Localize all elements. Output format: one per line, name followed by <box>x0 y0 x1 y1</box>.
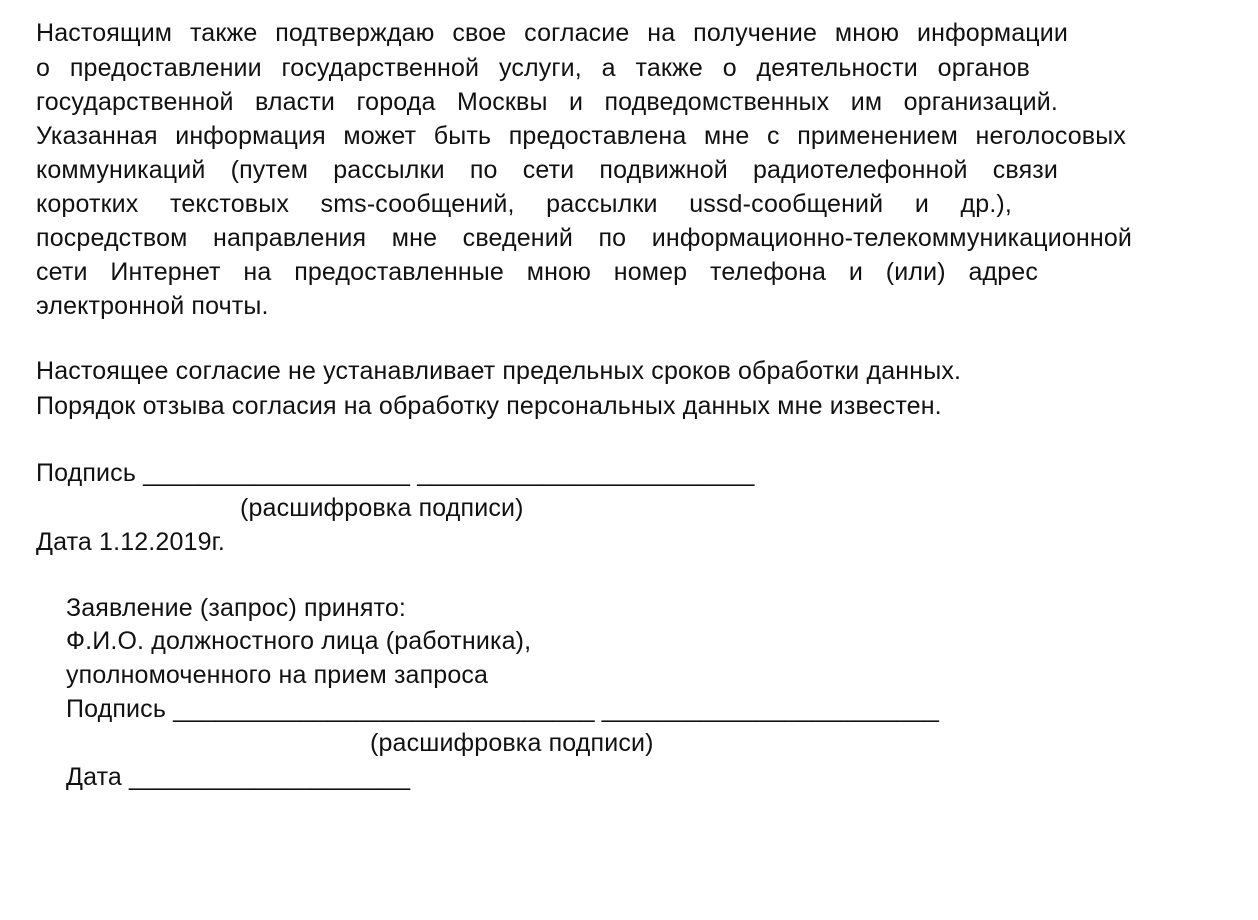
terms-line-2: Порядок отзыва согласия на обработку персональных данных мне известен. <box>36 392 942 420</box>
consent-line-1: Настоящим также подтверждаю свое согласие на получение мною информации <box>36 19 1068 47</box>
consent-line-9: электронной почты. <box>36 292 269 320</box>
applicant-date-line: Дата 1.12.2019г. <box>36 528 225 556</box>
applicant-decoding-label: (расшифровка подписи) <box>240 494 524 522</box>
official-authorized-label: уполномоченного на прием запроса <box>66 661 489 689</box>
official-accepted-label: Заявление (запрос) принято: <box>66 594 406 622</box>
consent-line-2: о предоставлении государственной услуги, а также о деятельности органов <box>36 54 1030 82</box>
consent-line-7: посредством направления мне сведений по информационно-телекоммуникационной <box>36 224 1132 252</box>
applicant-signature-line: Подпись ___________________ ________________________ <box>36 459 755 487</box>
consent-line-3: государственной власти города Москвы и подведомственных им организаций. <box>36 88 1058 116</box>
consent-line-5: коммуникаций (путем рассылки по сети подвижной радиотелефонной связи <box>36 156 1058 184</box>
official-signature-line: Подпись ______________________________ ________________________ <box>66 695 940 723</box>
official-decoding-label: (расшифровка подписи) <box>370 729 654 757</box>
consent-line-4: Указанная информация может быть предоставлена мне с применением неголосовых <box>36 122 1126 150</box>
consent-line-6: коротких текстовых sms-сообщений, рассылки ussd-сообщений и др.), <box>36 190 1012 218</box>
official-date-line: Дата ____________________ <box>66 763 411 791</box>
terms-line-1: Настоящее согласие не устанавливает предельных сроков обработки данных. <box>36 357 962 385</box>
official-name-label: Ф.И.О. должностного лица (работника), <box>66 627 532 655</box>
consent-line-8: сети Интернет на предоставленные мною номер телефона и (или) адрес <box>36 258 1038 286</box>
